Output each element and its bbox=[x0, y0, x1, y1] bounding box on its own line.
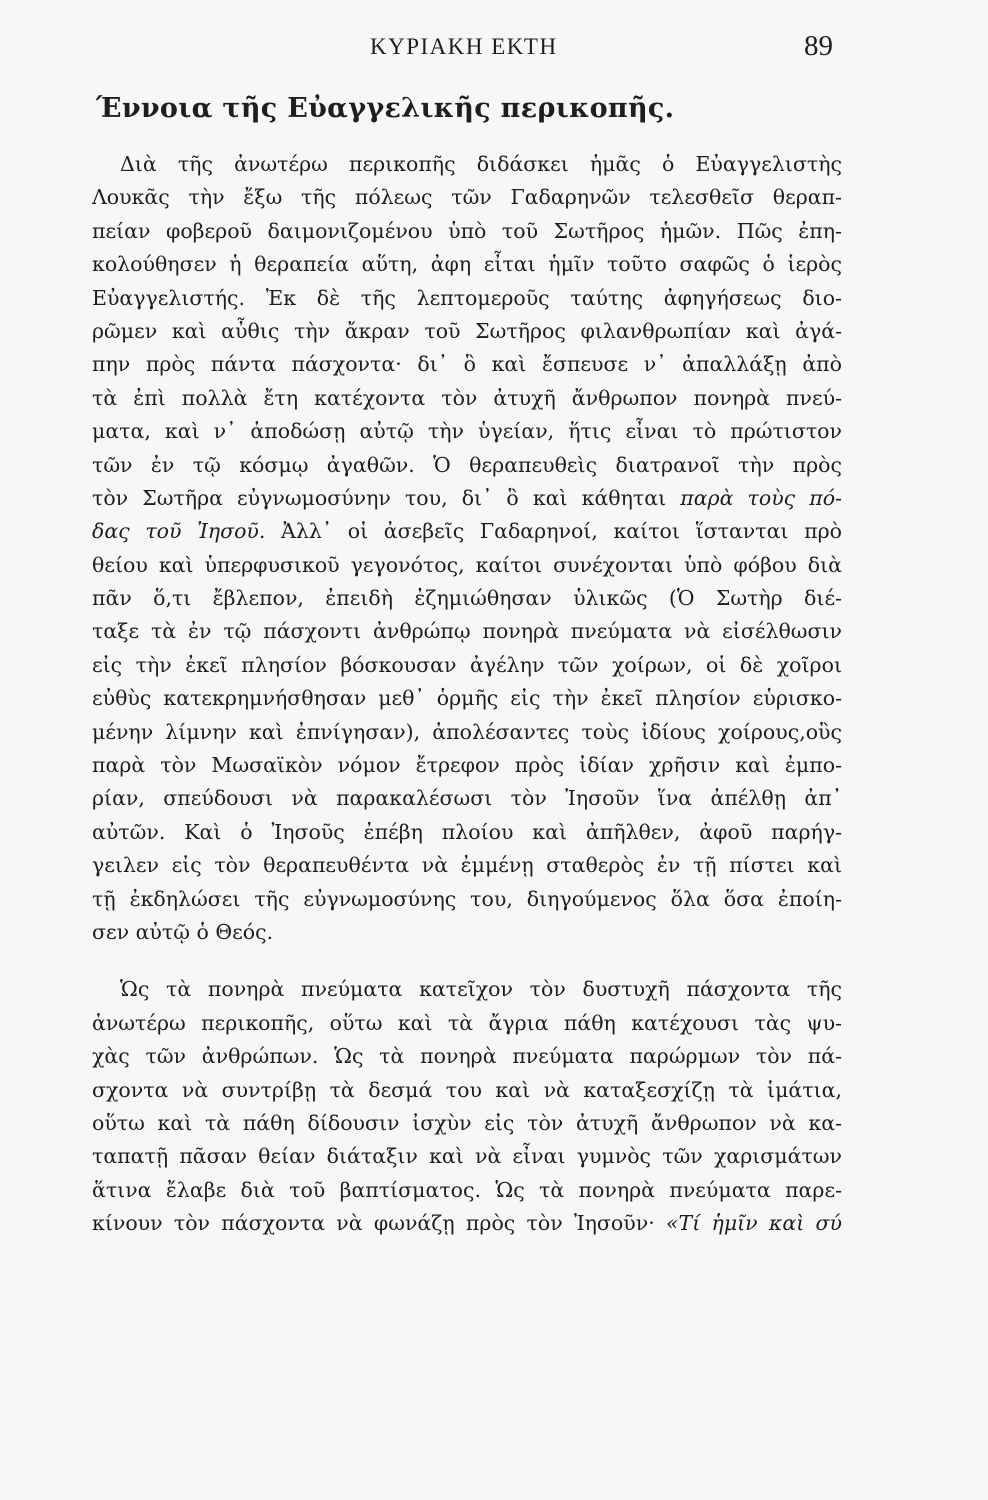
text-line: ταξε τὰ ἐν τῷ πάσχοντι ἀνθρώπῳ πονηρὰ πνεύματα νὰ εἰσέλθωσιν bbox=[92, 619, 842, 644]
text-line: εἰς τὴν ἐκεῖ πλησίον βόσκουσαν ἀγέλην τῶν χοίρων, οἱ δὲ χοῖροι bbox=[92, 652, 842, 677]
text-line: σεν αὐτῷ ὁ Θεός. bbox=[92, 919, 274, 944]
text-line: μένην λίμνην καὶ ἐπνίγησαν), ἀπολέσαντες τοὺς ἰδίους χοίρους,οὓς bbox=[92, 719, 842, 744]
text-line: ἀνωτέρω περικοπῆς, οὕτω καὶ τὰ ἄγρια πάθη κατέχουσι τὰς ψυ- bbox=[92, 1010, 842, 1035]
page-number: 89 bbox=[804, 30, 833, 62]
text-line: πείαν φοβεροῦ δαιμονιζομένου ὑπὸ τοῦ Σωτῆρος ἡμῶν. Πῶς ἐπη- bbox=[92, 218, 842, 243]
text-line bbox=[92, 482, 842, 515]
text-line: Εὐαγγελιστής. Ἐκ δὲ τῆς λεπτομεροῦς ταύτης ἀφηγήσεως διο- bbox=[92, 285, 842, 310]
text-span: τὸν Σωτῆρα εὐγνωμοσύνην του, δι᾿ ὃ καὶ κάθηται bbox=[92, 485, 681, 510]
text-span: Ἀλλ᾿ οἱ ἀσεβεῖς Γαδαρηνοί, καίτοι ἵστανται πρὸ bbox=[265, 519, 842, 544]
text-line: τῶν ἐν τῷ κόσμῳ ἀγαθῶν. Ὁ θεραπευθεὶς διατρανοῖ τὴν πρὸς bbox=[92, 452, 842, 477]
text-line: τὰ ἐπὶ πολλὰ ἔτη κατέχοντα τὸν ἀτυχῆ ἄνθρωπον πονηρὰ πνεύ- bbox=[92, 385, 842, 410]
text-line bbox=[92, 1207, 842, 1240]
text-line: Διὰ τῆς ἀνωτέρω περικοπῆς διδάσκει ἡμᾶς ὁ Εὐαγγελιστὴς bbox=[120, 152, 842, 176]
text-line: Ὡς τὰ πονηρὰ πνεύματα κατεῖχον τὸν δυστυχῆ πάσχοντα τῆς bbox=[120, 977, 842, 1002]
text-line: ταπατῇ πᾶσαν θείαν διάταξιν καὶ νὰ εἶναι γυμνὸς τῶν χαρισμάτων bbox=[92, 1144, 842, 1169]
text-line: Λουκᾶς τὴν ἔξω τῆς πόλεως τῶν Γαδαρηνῶν τελεσθεῖσ θεραπ- bbox=[92, 185, 842, 210]
text-line: γειλεν εἰς τὸν θεραπευθέντα νὰ ἐμμένῃ σταθερὸς ἐν τῇ πίστει καὶ bbox=[92, 853, 842, 878]
text-line: πᾶν ὅ,τι ἔβλεπον, ἐπειδὴ ἐζημιώθησαν ὑλικῶς (Ὁ Σωτὴρ διέ- bbox=[92, 586, 842, 611]
paragraph-spacer bbox=[92, 949, 842, 973]
text-line: θείου καὶ ὑπερφυσικοῦ γεγονότος, καίτοι συνέχονται ὑπὸ φόβου διὰ bbox=[92, 552, 842, 577]
text-line bbox=[92, 515, 842, 548]
section-title: Έννοια τῆς Εὐαγγελικῆς περικοπῆς. bbox=[96, 93, 675, 124]
text-line: τῇ ἐκδηλώσει τῆς εὐγνωμοσύνης του, διηγούμενος ὅλα ὅσα ἐποίη- bbox=[92, 886, 842, 911]
text-line: χὰς τῶν ἀνθρώπων. Ὡς τὰ πονηρὰ πνεύματα παρώρμων τὸν πά- bbox=[92, 1044, 842, 1069]
text-line: αὐτῶν. Καὶ ὁ Ἰησοῦς ἐπέβη πλοίου καὶ ἀπῆλθεν, ἀφοῦ παρήγ- bbox=[92, 819, 842, 844]
paragraph-1 bbox=[92, 148, 842, 949]
text-span: κίνουν τὸν πάσχοντα νὰ φωνάζῃ πρὸς τὸν Ἰησοῦν· bbox=[92, 1211, 655, 1236]
text-line: παρὰ τὸν Μωσαϊκὸν νόμον ἔτρεφον πρὸς ἰδίαν χρῆσιν καὶ ἐμπο- bbox=[92, 753, 842, 778]
paragraph-2 bbox=[92, 973, 842, 1240]
italic-phrase: δας τοῦ Ἰησοῦ. bbox=[92, 519, 266, 544]
text-line: εὐθὺς κατεκρημνήσθησαν μεθ᾿ ὁρμῆς εἰς τὴν ἐκεῖ πλησίον εὑρισκο- bbox=[92, 686, 842, 711]
text-line: πην πρὸς πάντα πάσχοντα· δι᾿ ὃ καὶ ἔσπευσε ν᾿ ἀπαλλάξῃ ἀπὸ bbox=[92, 352, 842, 377]
text-line: οὕτω καὶ τὰ πάθη δίδουσιν ἰσχὺν εἰς τὸν ἀτυχῆ ἄνθρωπον νὰ κα- bbox=[92, 1110, 842, 1135]
text-line: ρίαν, σπεύδουσι νὰ παρακαλέσωσι τὸν Ἰησοῦν ἵνα ἀπέλθῃ ἀπ᾿ bbox=[92, 786, 842, 811]
body-text bbox=[92, 148, 842, 1241]
italic-phrase: παρὰ τοὺς πό- bbox=[680, 485, 842, 510]
text-line: σχοντα νὰ συντρίβῃ τὰ δεσμά του καὶ νὰ καταξεσχίζῃ τὰ ἱμάτια, bbox=[92, 1077, 842, 1102]
italic-quote: «Τί ἡμῖν καὶ σύ bbox=[666, 1211, 842, 1236]
text-line: ἅτινα ἔλαβε διὰ τοῦ βαπτίσματος. Ὡς τὰ πονηρὰ πνεύματα παρε- bbox=[92, 1177, 842, 1202]
running-header: ΚΥΡΙΑΚΗ ΕΚΤΗ bbox=[370, 34, 558, 59]
text-line: κολούθησεν ἡ θεραπεία αὕτη, ἀφη εἶται ἡμῖν τοῦτο σαφῶς ὁ ἱερὸς bbox=[92, 252, 842, 277]
text-line: ρῶμεν καὶ αὖθις τὴν ἄκραν τοῦ Σωτῆρος φιλανθρωπίαν καὶ ἀγά- bbox=[92, 318, 842, 343]
text-line: ματα, καὶ ν᾿ ἀποδώσῃ αὐτῷ τὴν ὑγείαν, ἥτις εἶναι τὸ πρώτιστον bbox=[92, 419, 842, 444]
